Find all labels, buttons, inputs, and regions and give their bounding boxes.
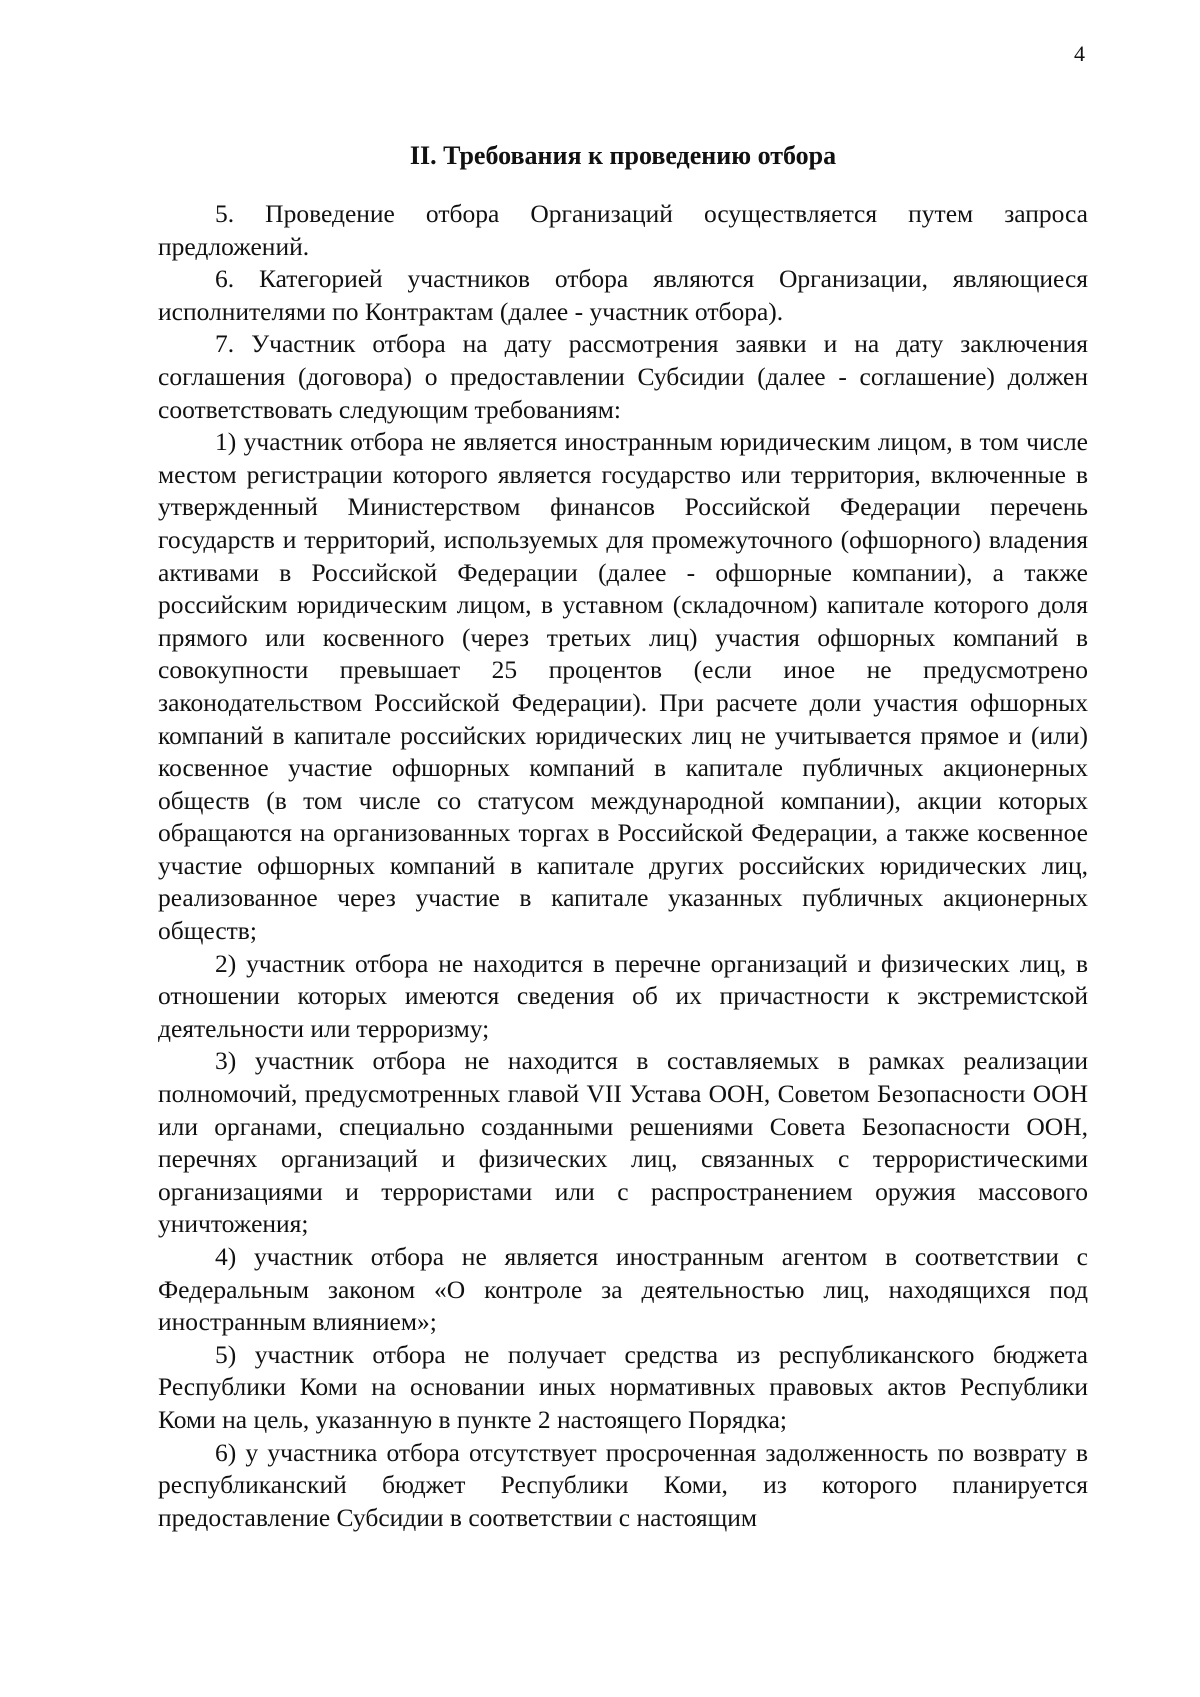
paragraph-7: 7. Участник отбора на дату рассмотрения заявки и на дату заключения соглашения (договора) о предоставлении Субсидии (далее - соглашение) должен соответствовать следующим требованиям:: [158, 329, 1088, 424]
requirement-item-5: 5) участник отбора не получает средства из республиканского бюджета Республики Коми на основании иных нормативных правовых актов Республики Коми на цель, указанную в пункте 2 настоящего Порядка;: [158, 1339, 1088, 1434]
page-number: 4: [1074, 41, 1085, 66]
requirement-item-1: 1) участник отбора не является иностранным юридическим лицом, в том числе местом регистрации которого является государство или территория, включенные в утвержденный Министерством финансов Российской Федерации перечень государств и территорий, используемых для промежуточного (офшорного) владения активами в Российской Федерации (далее - офшорные компании), а также российским юридическим лицом, в уставном (складочном) капитале которого доля прямого или косвенного (через третьих лиц) участия офшорных компаний в совокупности превышает 25 процентов (если иное не предусмотрено законодательством Российской Федерации). При расчете доли участия офшорных компаний в капитале российских юридических лиц не учитывается прямое и (или) косвенное участие офшорных компаний в капитале публичных акционерных обществ (в том числе со статусом международной компании), акции которых обращаются на организованных торгах в Российской Федерации, а также косвенное участие офшорных компаний в капитале других российских юридических лиц, реализованное через участие в капитале указанных публичных акционерных обществ;: [158, 427, 1088, 946]
requirement-item-4: 4) участник отбора не является иностранным агентом в соответствии с Федеральным законом «О контроле за деятельностью лиц, находящихся под иностранным влиянием»;: [158, 1242, 1088, 1337]
document-body: [158, 140, 1088, 1534]
requirement-item-6: 6) у участника отбора отсутствует просроченная задолженность по возврату в республиканский бюджет Республики Коми, из которого планируется предоставление Субсидии в соответствии с настоящим: [158, 1437, 1088, 1532]
requirement-item-2: 2) участник отбора не находится в перечне организаций и физических лиц, в отношении которых имеются сведения об их причастности к экстремистской деятельности или терроризму;: [158, 948, 1088, 1043]
paragraph-6: 6. Категорией участников отбора являются Организации, являющиеся исполнителями по Контрактам (далее - участник отбора).: [158, 264, 1088, 326]
paragraph-5: 5. Проведение отбора Организаций осуществляется путем запроса предложений.: [158, 199, 1088, 261]
requirement-item-3: 3) участник отбора не находится в составляемых в рамках реализации полномочий, предусмотренных главой VII Устава ООН, Советом Безопасности ООН или органами, специально созданными решениями Совета Безопасности ООН, перечнях организаций и физических лиц, связанных с террористическими организациями и террористами или с распространением оружия массового уничтожения;: [158, 1046, 1088, 1239]
section-heading: II. Требования к проведению отбора: [409, 141, 837, 170]
